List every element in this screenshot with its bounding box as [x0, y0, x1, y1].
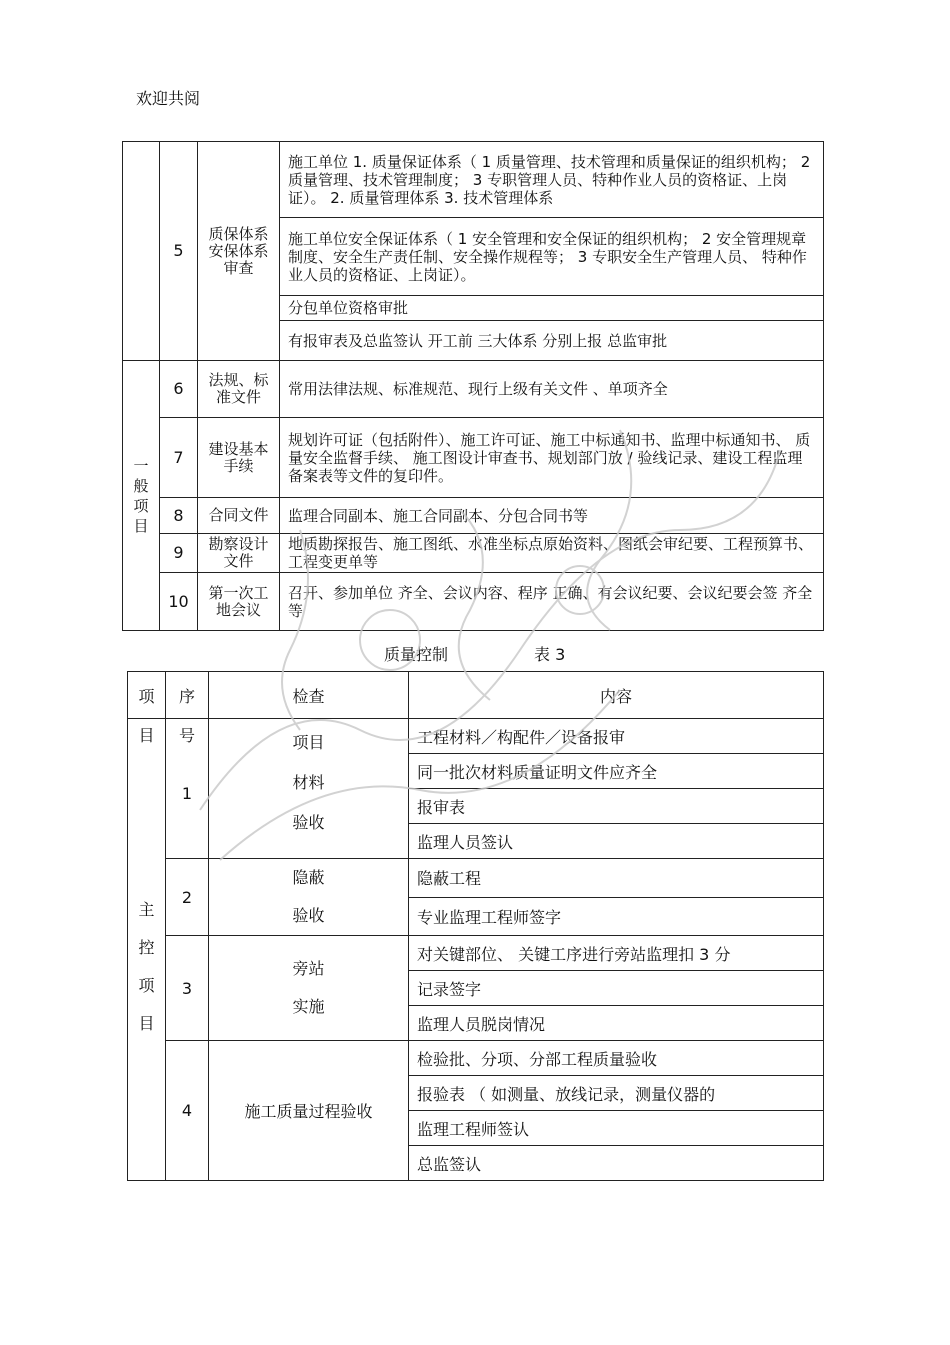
check-line: 项目	[292, 733, 325, 752]
content-item: 对关键部位、 关键工序进行旁站监理扣 3 分	[409, 936, 824, 971]
row-content: 地质勘探报告、施工图纸、水准坐标点原始资料、图纸会审纪要、工程预算书、工程变更单等	[280, 534, 824, 573]
check-line: 隐蔽	[292, 868, 325, 887]
check-line: 验收	[292, 813, 325, 832]
row-name: 合同文件	[198, 498, 280, 534]
group-number: 1	[181, 784, 193, 803]
table-caption	[384, 642, 566, 665]
check-cell-1	[209, 719, 409, 859]
header-content: 内容	[409, 672, 824, 719]
page-header: 欢迎共阅	[136, 89, 201, 108]
seq-sub-label: 号	[178, 726, 195, 745]
row-number: 7	[160, 418, 198, 498]
check-line: 实施	[292, 997, 325, 1016]
check-cell-4: 施工质量过程验收	[209, 1041, 409, 1181]
content-item: 检验批、分项、分部工程质量验收	[409, 1041, 824, 1076]
blank-category-cell	[123, 142, 160, 361]
row-name: 法规、标准文件	[198, 361, 280, 418]
check-line: 材料	[292, 773, 325, 792]
group-number: 4	[166, 1041, 209, 1181]
row-content: 施工单位安全保证体系（ 1 安全管理和安全保证的组织机构； 2 安全管理规章制度、安全生产责任制、安全操作规程等； 3 专职安全生产管理人员、 特种作业人员的资格证、上岗证）。	[280, 218, 824, 296]
content-item: 隐蔽工程	[409, 859, 824, 898]
row-name: 建设基本手续	[198, 418, 280, 498]
row-content: 有报审表及总监签认 开工前 三大体系 分别上报 总监审批	[280, 321, 824, 361]
row-content: 召开、参加单位 齐全、会议内容、程序 正确、有会议纪要、会议纪要会签 齐全等	[280, 573, 824, 631]
header-check: 检查	[209, 672, 409, 719]
row-number: 6	[160, 361, 198, 418]
category-general: 一般项目	[123, 361, 160, 631]
content-item: 专业监理工程师签字	[409, 897, 824, 936]
project-sub-label: 目	[138, 726, 155, 745]
main-control-label: 主 控 项 目	[138, 900, 155, 1033]
content-item: 总监签认	[409, 1146, 824, 1181]
main-control-cell	[128, 719, 166, 1181]
content-item: 报验表 （ 如测量、放线记录，测量仪器的	[409, 1076, 824, 1111]
check-cell-2	[209, 859, 409, 936]
row-content: 规划许可证（包括附件）、施工许可证、施工中标通知书、监理中标通知书、 质量安全监督手续、 施工图设计审查书、规划部门放 / 验线记录、建设工程监理备案表等文件的复印件。	[280, 418, 824, 498]
row-number: 10	[160, 573, 198, 631]
content-item: 记录签字	[409, 971, 824, 1006]
group-number: 2	[166, 859, 209, 936]
content-item: 工程材料／构配件／设备报审	[409, 719, 824, 754]
check-cell-3	[209, 936, 409, 1041]
row-number: 8	[160, 498, 198, 534]
content-item: 监理人员签认	[409, 824, 824, 859]
header-project: 项	[128, 672, 166, 719]
check-line: 验收	[292, 906, 325, 925]
row-content: 监理合同副本、施工合同副本、分包合同书等	[280, 498, 824, 534]
content-item: 监理工程师签认	[409, 1111, 824, 1146]
header-seq: 序	[166, 672, 209, 719]
content-item: 同一批次材料质量证明文件应齐全	[409, 754, 824, 789]
row-name: 勘察设计文件	[198, 534, 280, 573]
row-content: 常用法律法规、标准规范、现行上级有关文件 、单项齐全	[280, 361, 824, 418]
general-items-table	[122, 141, 824, 631]
caption-table-number: 表 3	[534, 645, 566, 664]
row-content: 分包单位资格审批	[280, 296, 824, 321]
quality-control-table	[127, 671, 824, 1181]
row-number: 5	[160, 142, 198, 361]
group-number: 3	[166, 936, 209, 1041]
row-name: 第一次工地会议	[198, 573, 280, 631]
caption-title: 质量控制	[384, 645, 449, 664]
seq-cell-1	[166, 719, 209, 859]
check-line: 旁站	[292, 959, 325, 978]
content-item: 报审表	[409, 789, 824, 824]
row-content: 施工单位 1. 质量保证体系（ 1 质量管理、技术管理和质量保证的组织机构； 2 质量管理、技术管理制度； 3 专职管理人员、特种作业人员的资格证、上岗证）。 2. 质量管理体系 3. 技术管理体系	[280, 142, 824, 218]
row-name: 质保体系安保体系审查	[198, 142, 280, 361]
content-item: 监理人员脱岗情况	[409, 1006, 824, 1041]
row-number: 9	[160, 534, 198, 573]
